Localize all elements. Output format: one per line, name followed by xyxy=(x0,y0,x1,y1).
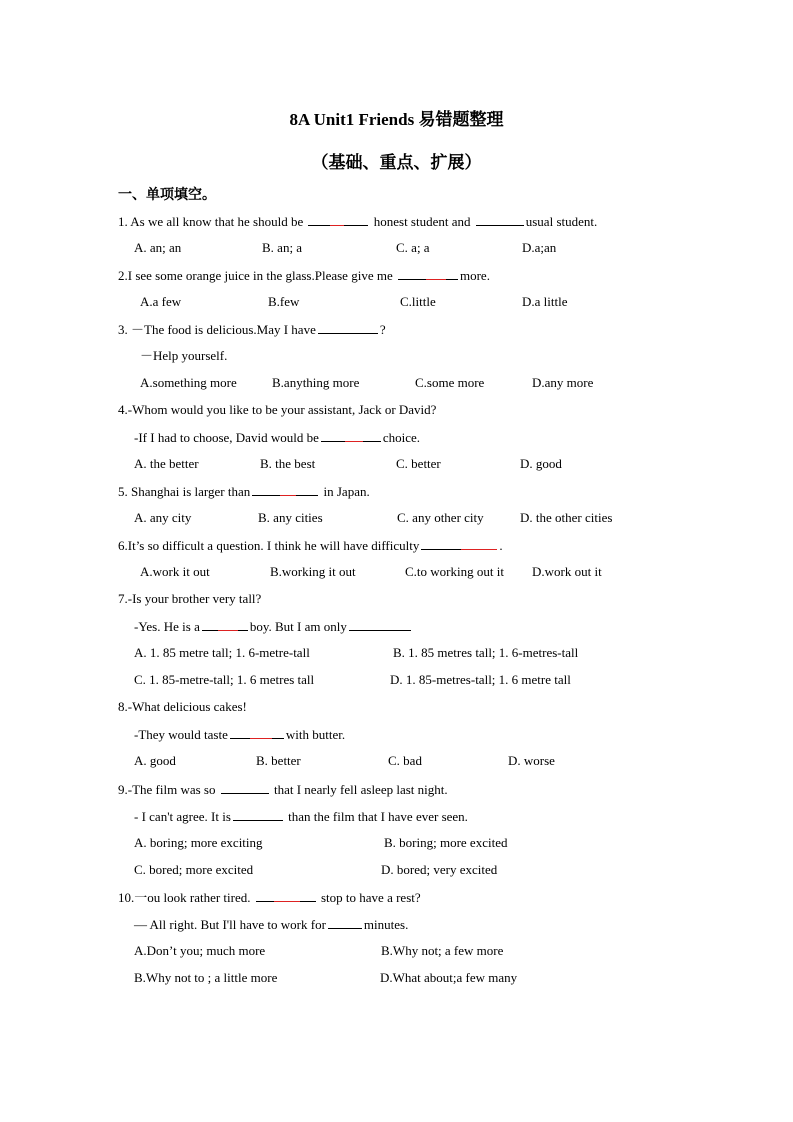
option: B.anything more xyxy=(272,375,360,390)
answer-blank[interactable] xyxy=(349,618,411,631)
question-7: 7.-Is your brother very tall? xyxy=(118,591,262,606)
option: B. boring; more excited xyxy=(384,835,508,850)
option: D.any more xyxy=(532,375,594,390)
answer-blank[interactable] xyxy=(318,321,378,334)
question-6: 6.It’s so difficult a question. I think he will have difficulty . xyxy=(118,538,503,553)
option: C. any other city xyxy=(397,510,484,525)
question-7-reply: -Yes. He is a boy. But I am only xyxy=(134,618,413,635)
question-10: 10.一ou look rather tired. stop to have a rest? xyxy=(118,890,421,905)
option: D. worse xyxy=(508,753,555,768)
option: C. 1. 85-metre-tall; 1. 6 metres tall xyxy=(134,672,315,687)
option: C. bored; more excited xyxy=(134,862,254,877)
option: D. the other cities xyxy=(520,510,613,525)
option: A.Don’t you; much more xyxy=(134,943,266,958)
option: A.something more xyxy=(140,375,237,390)
answer-blank[interactable] xyxy=(202,618,248,631)
option: C.little xyxy=(400,294,436,309)
option: B. the best xyxy=(260,456,316,471)
option: D. good xyxy=(520,456,562,471)
question-8-reply: -They would taste with butter. xyxy=(134,727,346,742)
option: D.a;an xyxy=(522,240,557,255)
option: A. boring; more exciting xyxy=(134,835,263,850)
option: B. an; a xyxy=(262,240,303,255)
question-5: 5. Shanghai is larger than in Japan. xyxy=(118,484,370,499)
answer-blank[interactable] xyxy=(321,429,381,442)
question-9: 9.-The film was so that I nearly fell asleep last night. xyxy=(118,782,448,797)
option: C.some more xyxy=(415,375,485,390)
option: D. 1. 85-metres-tall; 1. 6 metre tall xyxy=(390,672,571,687)
question-3: 3. －The food is delicious.May I have ? xyxy=(118,322,386,337)
answer-blank[interactable] xyxy=(221,781,269,794)
option: A.a few xyxy=(140,294,182,309)
answer-blank[interactable] xyxy=(421,537,497,550)
question-8: 8.-What delicious cakes! xyxy=(118,699,247,714)
option: B.few xyxy=(268,294,300,309)
document-subtitle: （基础、重点、扩展） xyxy=(311,153,482,172)
option: C.to working out it xyxy=(405,564,504,579)
question-9-reply: - I can't agree. It is than the film that I have ever seen. xyxy=(134,809,468,824)
answer-blank[interactable] xyxy=(476,213,524,226)
answer-blank[interactable] xyxy=(252,483,318,496)
option: A. good xyxy=(134,753,176,768)
document-title: 8A Unit1 Friends 易错题整理 xyxy=(289,110,504,129)
question-4: 4.-Whom would you like to be your assistant, Jack or David? xyxy=(118,402,437,417)
question-1: 1. As we all know that he should be honest student and usual student. xyxy=(118,214,598,229)
option: C. a; a xyxy=(396,240,430,255)
option: D.What about;a few many xyxy=(380,970,518,985)
question-10-reply: — All right. But I'll have to work for minutes. xyxy=(134,917,409,932)
option: C. bad xyxy=(388,753,422,768)
answer-blank[interactable] xyxy=(230,726,284,739)
option: B.Why not; a few more xyxy=(381,943,504,958)
option: C. better xyxy=(396,456,441,471)
answer-blank[interactable] xyxy=(308,213,368,226)
answer-blank[interactable] xyxy=(398,267,458,280)
option: B. better xyxy=(256,753,301,768)
question-2: 2.I see some orange juice in the glass.Please give me more. xyxy=(118,268,490,283)
option: D.a little xyxy=(522,294,568,309)
option: A. the better xyxy=(134,456,199,471)
option: B. any cities xyxy=(258,510,323,525)
option: B.Why not to ; a little more xyxy=(134,970,278,985)
option: A. 1. 85 metre tall; 1. 6-metre-tall xyxy=(134,645,310,660)
answer-blank[interactable] xyxy=(256,889,316,902)
option: D.work out it xyxy=(532,564,602,579)
question-4-reply: -If I had to choose, David would be choice. xyxy=(134,430,421,445)
option: B.working it out xyxy=(270,564,356,579)
section-heading: 一、单项填空。 xyxy=(118,188,216,203)
option: B. 1. 85 metres tall; 1. 6-metres-tall xyxy=(393,645,579,660)
option: D. bored; very excited xyxy=(381,862,498,877)
option: A.work it out xyxy=(140,564,210,579)
option: A. any city xyxy=(134,510,192,525)
question-3-reply: －Help yourself. xyxy=(140,348,228,363)
answer-blank[interactable] xyxy=(233,808,283,821)
option: A. an; an xyxy=(134,240,182,255)
answer-blank[interactable] xyxy=(328,916,362,929)
